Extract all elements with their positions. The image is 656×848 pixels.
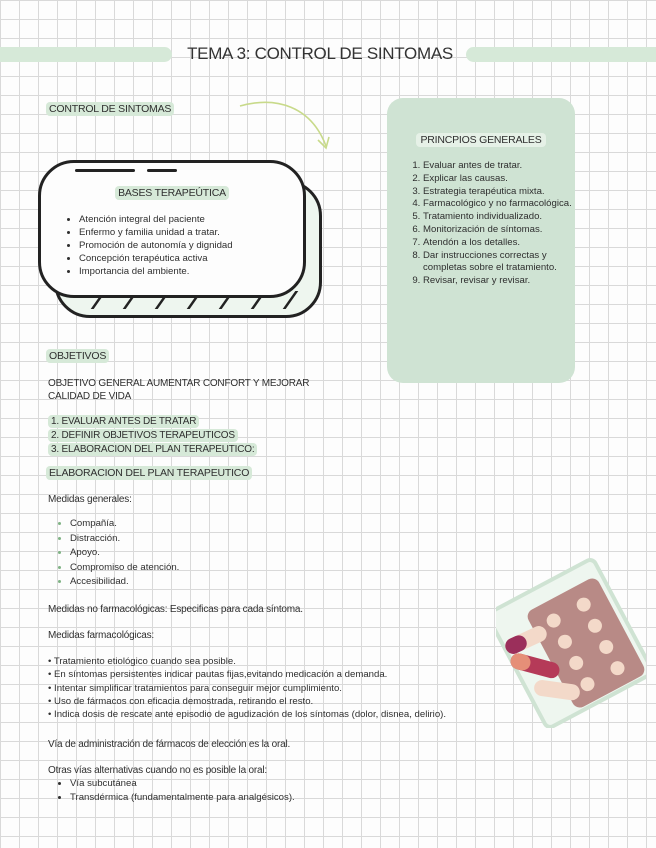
list-item: 2. Explicar las causas. (423, 173, 583, 186)
principios-title: PRINCPIOS GENERALES (387, 134, 575, 146)
step-item: 1. EVALUAR ANTES DE TRATAR (48, 415, 257, 429)
arrow-icon (236, 96, 336, 156)
objetivos-steps (48, 415, 257, 456)
title-band-left (0, 47, 172, 62)
list-item: • Concepción terapéutica activa (79, 252, 233, 265)
list-item: • Accesibilidad. (70, 575, 179, 590)
list-item: 7. Atendón a los detalles. (423, 237, 583, 250)
step-item: 3. ELABORACION DEL PLAN TERAPEUTICO: (48, 443, 257, 457)
list-item: • Transdérmica (fundamentalmente para analgésicos). (70, 791, 295, 805)
list-item: 6. Monitorización de síntomas. (423, 224, 583, 237)
objetivos-label: OBJETIVOS (46, 350, 109, 362)
list-item: • En síntomas persistentes indicar pautas fijas,evitando medicación a demanda. (48, 668, 518, 681)
list-item: • Indica dosis de rescate ante episodio de agudización de los síntomas (dolor, disnea, delirio). (48, 708, 518, 721)
bases-title: BASES TERAPEÚTICA (41, 187, 303, 199)
medidas-no-farma: Medidas no farmacológicas: Especificas para cada síntoma. (48, 604, 303, 615)
list-item: • Atención integral del paciente (79, 213, 233, 226)
list-item: • Importancia del ambiente. (79, 265, 233, 278)
list-item: • Compañía. (70, 517, 179, 532)
step-item: 2. DEFINIR OBJETIVOS TERAPEUTICOS (48, 429, 257, 443)
objetivo-general: OBJETIVO GENERAL AUMENTAR CONFORT Y MEJORAR CALIDAD DE VIDA (48, 378, 310, 402)
decorative-dash (75, 169, 135, 172)
title-band-right (466, 47, 656, 62)
list-item: • Apoyo. (70, 546, 179, 561)
list-item: • Compromiso de atención. (70, 561, 179, 576)
via-administracion: Vía de administración de fármacos de elección es la oral. (48, 739, 291, 750)
title-bar (0, 44, 656, 64)
list-item: • Promoción de autonomía y dignidad (79, 239, 233, 252)
list-item: 3. Estrategia terapéutica mixta. (423, 186, 583, 199)
decorative-dash (147, 169, 177, 172)
medidas-generales-list (48, 517, 179, 590)
plan-label: ELABORACION DEL PLAN TERAPEUTICO (46, 467, 252, 479)
bases-box (38, 160, 306, 298)
list-item: 4. Farmacológico y no farmacológica. (423, 198, 583, 211)
otras-vias-list (48, 777, 295, 804)
medidas-farma-list (48, 655, 518, 721)
list-item: • Enfermo y familia unidad a tratar. (79, 226, 233, 239)
principios-box (387, 98, 575, 383)
list-item: • Tratamiento etiológico cuando sea posible. (48, 655, 518, 668)
section-control-label: CONTROL DE SINTOMAS (46, 103, 174, 115)
list-item: • Uso de fármacos con eficacia demostrada, retirando el resto. (48, 695, 518, 708)
list-item: 5. Tratamiento individualizado. (423, 211, 583, 224)
pills-icon (496, 548, 646, 728)
medidas-farma-label: Medidas farmacológicas: (48, 630, 155, 641)
bases-list (65, 213, 233, 278)
list-item: 9. Revisar, revisar y revisar. (423, 275, 583, 288)
list-item: • Intentar simplificar tratamientos para conseguir mejor cumplimiento. (48, 682, 518, 695)
list-item: 1. Evaluar antes de tratar. (423, 160, 583, 173)
medidas-generales-label: Medidas generales: (48, 494, 132, 505)
page-title: TEMA 3: CONTROL DE SINTOMAS (187, 44, 453, 63)
list-item: 8. Dar instrucciones correctas y completas sobre el tratamiento. (423, 250, 583, 276)
principios-list (397, 160, 583, 288)
list-item: • Vía subcutánea (70, 777, 295, 791)
list-item: • Distracción. (70, 532, 179, 547)
otras-vias-label: Otras vías alternativas cuando no es posible la oral: (48, 765, 267, 776)
